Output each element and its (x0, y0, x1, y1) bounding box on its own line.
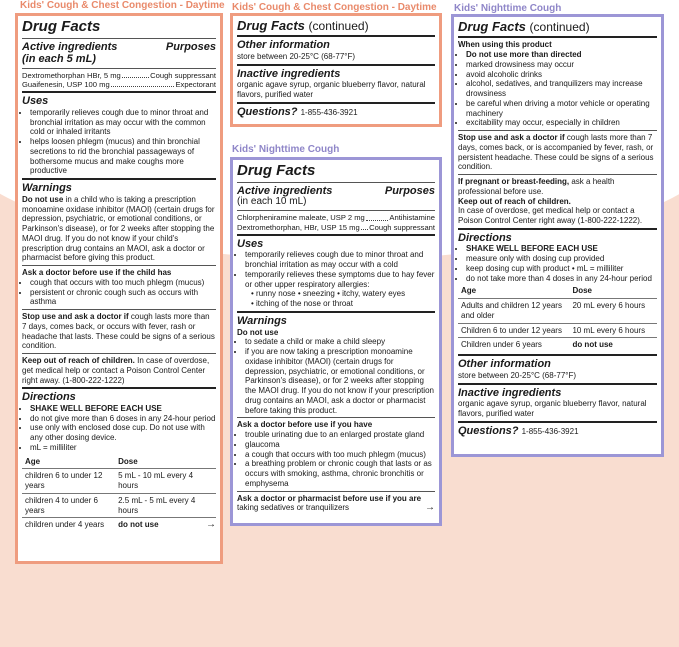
list-item: • temporarily relieves cough due to minor throat and bronchial irritation as may occur with the common cold or inhaled irritants (30, 108, 216, 137)
stop-use-paragraph: Stop use and ask a doctor if cough lasts more than 7 days, comes back, or is accompanied by fever, rash, or persistent headache. These could be signs of a serious condition. (458, 133, 654, 172)
continue-arrow-icon: → (206, 519, 216, 531)
table-row: children 6 to under 12 years 5 mL - 10 mL every 4 hours (22, 469, 216, 494)
warnings-heading: Warnings (22, 182, 72, 195)
inactive-ingredients-heading: Inactive ingredients (458, 386, 562, 399)
list-item: • SHAKE WELL BEFORE EACH USE (466, 244, 657, 254)
list-item: • use only with enclosed dose cup. Do not use with any other dosing device. (30, 423, 216, 443)
do-not-use-heading: Do not use (237, 327, 279, 337)
list-item: • persistent or chronic cough such as occurs with asthma (30, 288, 216, 308)
list-item: • measure only with dosing cup provided (466, 254, 657, 264)
table-row: children 4 to under 6 years 2.5 mL - 5 mL every 4 hours (22, 493, 216, 518)
dose-table: Age Dose Adults and children 12 years and older 20 mL every 6 hours Children 6 to under 12 years 10 mL every 6 hours Children under 6 years do not use (458, 284, 657, 352)
dose-table: Age Dose children 6 to under 12 years 5 mL - 10 mL every 4 hours children 4 to under 6 years 2.5 mL - 5 mL every 4 hours children under 4 years do not use (22, 455, 216, 533)
uses-heading: Uses (22, 95, 49, 108)
left-drug-facts-panel (15, 13, 223, 564)
warnings-heading: Warnings (237, 314, 287, 327)
per-dose-label: (in each 5 mL) (22, 53, 96, 66)
symptoms-line: • runny nose • sneezing • itchy, watery eyes (251, 289, 406, 299)
inactive-ingredients-text: organic agave syrup, organic blueberry flavor, natural flavors, purified water (237, 80, 426, 100)
purposes-heading: Purposes (384, 184, 435, 197)
ask-doctor-list (237, 430, 435, 489)
table-row: Children under 6 years do not use (458, 338, 657, 352)
ask-doctor-list (22, 278, 216, 307)
keep-out-text: In case of overdose, get medical help or contact a Poison Control Center right away (1-800-222-1222). (458, 206, 643, 226)
stop-use-paragraph: Stop use and ask a doctor if cough lasts more than 7 days, comes back, or occurs with fever, rash or headache that lasts. These could be signs of a serious condition. (22, 312, 215, 351)
list-item: • marked drowsiness may occur (466, 60, 657, 70)
right-drug-facts-panel (451, 14, 664, 457)
left-panel-header: Kids' Cough & Chest Congestion - Daytime (20, 0, 225, 11)
other-information-text: store between 20-25°C (68-77°F) (237, 51, 356, 61)
ask-doctor-heading: Ask a doctor before use if the child has (22, 268, 172, 278)
uses-list (237, 250, 435, 289)
directions-heading: Directions (458, 231, 512, 244)
list-item: • if you are now taking a prescription monoamine oxidase inhibitor (MAOI) (certain drugs for depression, psychiatric, or emotional conditions, or Parkinson's disease), or for 2 weeks after stopping the MAOI drug. If you do not know if your prescription drug contains an MAOI, ask a doctor or pharmacist before taking this product. (245, 347, 435, 415)
do-not-use-list (237, 337, 435, 415)
list-item: • temporarily relieves cough due to minor throat and bronchial irritation as may occur with a cold (245, 250, 435, 270)
list-item: • keep dosing cup with product • mL = milliliter (466, 264, 657, 274)
list-item: • mL = milliliter (30, 443, 216, 453)
other-information-heading: Other information (237, 39, 330, 52)
list-item: • a breathing problem or chronic cough that lasts or as occurs with smoking, asthma, chronic bronchitis or emphysema (245, 459, 435, 488)
panel-title: Drug Facts (continued) (237, 18, 369, 33)
do-not-use-paragraph: Do not use in a child who is taking a prescription monoamine oxidase inhibitor (MAOI) (certain drugs for depression, psychiatric, or emotional conditions, or Parkinson's disease), or for 2 weeks after stopping the MAOI drug. If you do not know if your child's prescription drug contains an MAOI, ask a doctor or pharmacist before giving this product. (22, 194, 215, 263)
middle-top-drug-facts-panel (230, 13, 442, 127)
when-using-heading: When using this product (458, 40, 552, 50)
symptoms-line: • itching of the nose or throat (251, 299, 353, 309)
list-item: • do not give more than 6 doses in any 24-hour period (30, 414, 216, 424)
active-ingredients-heading: Active ingredients (22, 40, 118, 53)
table-row: Children 6 to under 12 years 10 mL every 6 hours (458, 323, 657, 338)
ingredient-row: Guaifenesin, USP 100 mg Expectorant (22, 80, 216, 90)
inactive-ingredients-text: organic agave syrup, organic blueberry flavor, natural flavors, purified water (458, 399, 647, 418)
panel-title: Drug Facts (237, 162, 316, 179)
questions-line: Questions? 1-855-436-3921 (237, 105, 358, 118)
ingredient-row: Chlorpheniramine maleate, USP 2 mg Antihistamine (237, 213, 435, 223)
middle-top-panel-header: Kids' Cough & Chest Congestion - Daytime (232, 2, 437, 13)
list-item: • SHAKE WELL BEFORE EACH USE (30, 404, 216, 414)
ingredient-row: Dextromethorphan HBr, 5 mg Cough suppressant (22, 70, 216, 80)
table-row: Adults and children 12 years and older 20 mL every 6 hours (458, 299, 657, 324)
middle-bottom-panel-header: Kids' Nighttime Cough (232, 144, 340, 155)
list-item: • alcohol, sedatives, and tranquilizers may increase drowsiness (466, 79, 657, 99)
other-information-heading: Other information (458, 358, 551, 371)
list-item: • Do not use more than directed (466, 50, 657, 60)
keep-out-heading: Keep out of reach of children. (458, 196, 571, 206)
other-information-text: store between 20-25°C (68-77°F) (458, 370, 577, 380)
list-item: • helps loosen phlegm (mucus) and thin bronchial secretions to rid the bronchial passageways of bothersome mucus and make coughs more productive (30, 137, 216, 176)
middle-bottom-drug-facts-panel (230, 157, 442, 526)
list-item: • avoid alcoholic drinks (466, 70, 657, 80)
pregnant-paragraph: If pregnant or breast-feeding, ask a health professional before use. (458, 177, 615, 196)
ingredient-row: Dextromethorphan, HBr, USP 15 mg Cough suppressant (237, 222, 435, 232)
keep-out-paragraph: Keep out of reach of children. In case of overdose, get medical help or contact a Poison Control Center right away. (1-800-222-1222) (22, 356, 210, 385)
continue-arrow-icon: → (425, 502, 435, 514)
list-item: • temporarily relieves these symptoms due to hay fever or other upper respiratory allergies: (245, 270, 435, 290)
list-item: • glaucoma (245, 440, 435, 450)
table-row: children under 4 years do not use (22, 518, 216, 532)
questions-line: Questions? 1-855-436-3921 (458, 424, 579, 437)
list-item: • cough that occurs with too much phlegm (mucus) (30, 278, 216, 288)
directions-list (22, 404, 216, 453)
per-dose-label: (in each 10 mL) (237, 196, 307, 208)
uses-heading: Uses (237, 237, 264, 250)
list-item: • to sedate a child or make a child sleepy (245, 337, 435, 347)
list-item: • be careful when driving a motor vehicle or operating machinery (466, 99, 657, 119)
when-using-list (458, 50, 657, 128)
list-item: • do not take more than 4 doses in any 24-hour period (466, 274, 657, 284)
right-panel-header: Kids' Nighttime Cough (454, 3, 562, 14)
purposes-heading: Purposes (165, 40, 216, 53)
directions-list (458, 244, 657, 283)
directions-heading: Directions (22, 391, 76, 404)
list-item: • trouble urinating due to an enlarged prostate gland (245, 430, 435, 440)
ask-pharmacist-paragraph: Ask a doctor or pharmacist before use if you are taking sedatives or tranquilizers (237, 493, 422, 513)
list-item: • a cough that occurs with too much phlegm (mucus) (245, 450, 435, 460)
panel-title: Drug Facts (continued) (458, 19, 590, 34)
uses-list (22, 108, 216, 176)
panel-title: Drug Facts (22, 18, 101, 35)
list-item: • excitability may occur, especially in children (466, 118, 657, 128)
active-ingredients-heading: Active ingredients (237, 184, 333, 197)
inactive-ingredients-heading: Inactive ingredients (237, 67, 341, 80)
ask-doctor-heading: Ask a doctor before use if you have (237, 420, 373, 430)
